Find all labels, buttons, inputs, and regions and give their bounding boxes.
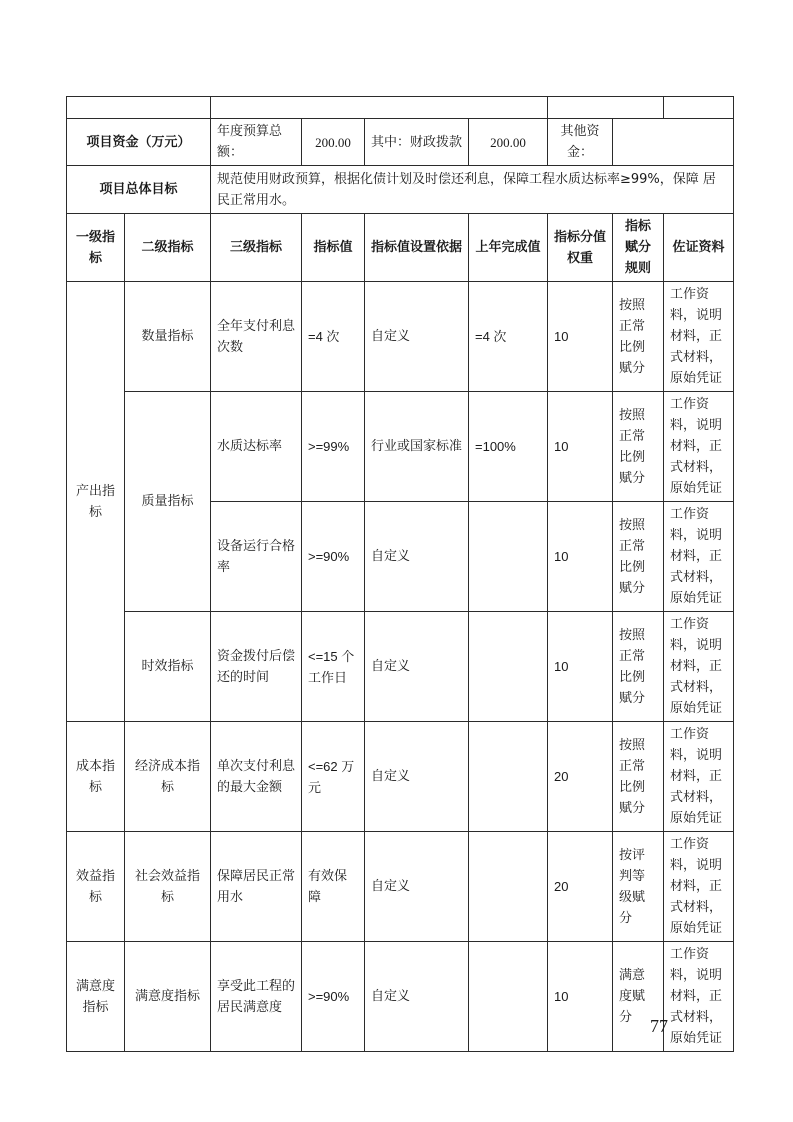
prev-cell — [469, 832, 548, 942]
blank-cell — [211, 97, 548, 119]
basis-cell: 自定义 — [365, 832, 469, 942]
basis-cell: 自定义 — [365, 612, 469, 722]
weight-cell: 10 — [548, 942, 613, 1052]
value-cell: <=15 个 工作日 — [302, 612, 365, 722]
value-cell: =4 次 — [302, 282, 365, 392]
rule-cell: 按照正常比例赋分 — [613, 282, 664, 392]
goal-row — [67, 166, 734, 214]
level1-benefit: 效益指标 — [67, 832, 125, 942]
weight-cell: 10 — [548, 612, 613, 722]
page-number: 77 — [650, 1016, 668, 1036]
table-row — [67, 282, 734, 392]
blank-cell — [67, 97, 211, 119]
header-rule: 指标赋分规则 — [613, 214, 664, 282]
goal-text: 规范使用财政预算，根据化债计划及时偿还利息，保障工程水质达标率≥99%，保障 居民正常用水。 — [211, 166, 734, 214]
prev-cell — [469, 942, 548, 1052]
basis-cell: 自定义 — [365, 282, 469, 392]
other-funds-label: 其他资金： — [548, 119, 613, 166]
level3-cell: 资金拨付后偿还的时间 — [211, 612, 302, 722]
evidence-cell: 工作资料，说明材料，正式材料，原始凭证 — [664, 942, 734, 1052]
table-row — [67, 392, 734, 502]
header-level2: 二级指标 — [125, 214, 211, 282]
header-row — [67, 214, 734, 282]
evidence-cell: 工作资料，说明材料，正式材料，原始凭证 — [664, 612, 734, 722]
blank-cell — [548, 97, 664, 119]
value-cell: <=62 万元 — [302, 722, 365, 832]
blank-row — [67, 97, 734, 119]
level1-cost: 成本指标 — [67, 722, 125, 832]
evidence-cell: 工作资料，说明材料，正式材料，原始凭证 — [664, 282, 734, 392]
rule-cell: 按照正常比例赋分 — [613, 612, 664, 722]
basis-cell: 行业或国家标准 — [365, 392, 469, 502]
value-cell: >=90% — [302, 942, 365, 1052]
goal-label: 项目总体目标 — [67, 166, 211, 214]
prev-cell — [469, 612, 548, 722]
rule-cell: 按照正常比例赋分 — [613, 502, 664, 612]
weight-cell: 20 — [548, 832, 613, 942]
level2-cell: 时效指标 — [125, 612, 211, 722]
level2-cell: 社会效益指标 — [125, 832, 211, 942]
basis-cell: 自定义 — [365, 942, 469, 1052]
level1-satisfaction: 满意度指标 — [67, 942, 125, 1052]
prev-cell — [469, 722, 548, 832]
level2-cell: 数量指标 — [125, 282, 211, 392]
header-level1: 一级指标 — [67, 214, 125, 282]
weight-cell: 20 — [548, 722, 613, 832]
weight-cell: 10 — [548, 392, 613, 502]
header-value: 指标值 — [302, 214, 365, 282]
fiscal-label: 其中：财政拨款 — [365, 119, 469, 166]
header-evidence: 佐证资料 — [664, 214, 734, 282]
table-row — [67, 942, 734, 1052]
level1-output: 产出指标 — [67, 282, 125, 722]
evidence-cell: 工作资料，说明材料，正式材料，原始凭证 — [664, 832, 734, 942]
prev-cell: =100% — [469, 392, 548, 502]
level3-cell: 水质达标率 — [211, 392, 302, 502]
evidence-cell: 工作资料，说明材料，正式材料，原始凭证 — [664, 502, 734, 612]
prev-cell: =4 次 — [469, 282, 548, 392]
rule-cell: 按评判等级赋分 — [613, 832, 664, 942]
performance-goal-table — [66, 96, 734, 1052]
level3-cell: 保障居民正常用水 — [211, 832, 302, 942]
other-funds-value — [613, 119, 734, 166]
level3-cell: 享受此工程的居民满意度 — [211, 942, 302, 1052]
basis-cell: 自定义 — [365, 722, 469, 832]
budget-value: 200.00 — [302, 119, 365, 166]
rule-cell: 满意度赋分 — [613, 942, 664, 1052]
value-cell: 有效保障 — [302, 832, 365, 942]
level3-cell: 全年支付利息次数 — [211, 282, 302, 392]
blank-cell — [664, 97, 734, 119]
header-level3: 三级指标 — [211, 214, 302, 282]
header-basis: 指标值设置依据 — [365, 214, 469, 282]
level2-cell: 经济成本指标 — [125, 722, 211, 832]
prev-cell — [469, 502, 548, 612]
value-cell: >=99% — [302, 392, 365, 502]
evidence-cell: 工作资料，说明材料，正式材料，原始凭证 — [664, 392, 734, 502]
basis-cell: 自定义 — [365, 502, 469, 612]
value-cell: >=90% — [302, 502, 365, 612]
fiscal-value: 200.00 — [469, 119, 548, 166]
level3-cell: 设备运行合格率 — [211, 502, 302, 612]
weight-cell: 10 — [548, 502, 613, 612]
header-prev: 上年完成值 — [469, 214, 548, 282]
evidence-cell: 工作资料，说明材料，正式材料，原始凭证 — [664, 722, 734, 832]
table-row — [67, 612, 734, 722]
table-row — [67, 722, 734, 832]
funding-label: 项目资金（万元） — [67, 119, 211, 166]
header-weight: 指标分值权重 — [548, 214, 613, 282]
table-row — [67, 832, 734, 942]
level2-cell: 满意度指标 — [125, 942, 211, 1052]
level3-cell: 单次支付利息的最大金额 — [211, 722, 302, 832]
funding-row — [67, 119, 734, 166]
rule-cell: 按照正常比例赋分 — [613, 722, 664, 832]
budget-label: 年度预算总额： — [211, 119, 302, 166]
level2-cell: 质量指标 — [125, 392, 211, 612]
weight-cell: 10 — [548, 282, 613, 392]
rule-cell: 按照正常比例赋分 — [613, 392, 664, 502]
